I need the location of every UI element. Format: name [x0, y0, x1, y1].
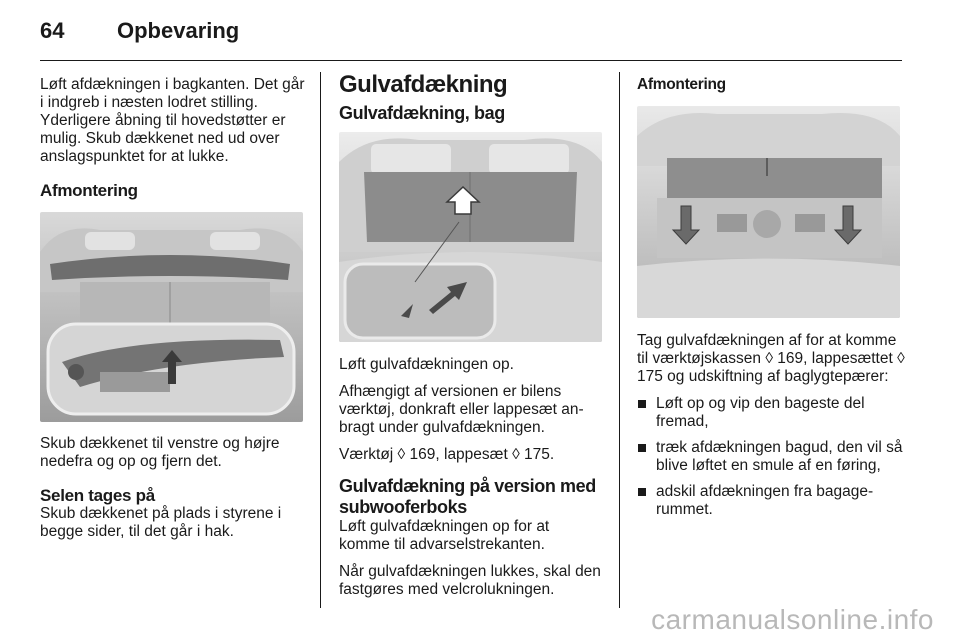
column-divider — [619, 72, 620, 608]
section-heading-subwoofer: Gulvafdækning på version med subwooferboks — [339, 476, 596, 517]
intro-paragraph: Løft afdækningen i bagkanten. Det går i indgreb i næsten lodret stilling. Yderligere åbning til hovedstøtter er mulig. Skub dækkenet ned ud over anslagspunktet for at lukke. — [40, 76, 305, 165]
paragraph-references: Værktøj ◊ 169, lappesæt ◊ 175. — [339, 446, 555, 463]
paragraph-version: Afhængigt af versionen er bilens værktøj, donkraft eller lappesæt anbragt under gulvafdækningen. — [339, 383, 584, 436]
paragraph-lift: Løft gulvafdækningen op. — [339, 356, 514, 373]
list-item: adskil afdækningen fra bagagerummet. — [637, 483, 905, 519]
page-number: 64 — [40, 18, 65, 43]
header-rule — [40, 60, 902, 61]
column-left — [40, 76, 305, 550]
section-heading-remove: Afmontering — [40, 181, 138, 200]
list-item: træk afdækningen bagud, den vil så blive løftet en smule af en føring, — [637, 439, 905, 475]
section-heading-remove-floor: Afmontering — [637, 76, 726, 93]
section-heading-belt: Selen tages på — [40, 486, 155, 505]
column-divider — [320, 72, 321, 608]
belt-paragraph: Skub dækkenet på plads i styrene i begge sider, til det går i hak. — [40, 505, 282, 540]
section-title: Gulvafdækning — [339, 71, 508, 98]
column-right — [637, 76, 905, 527]
paragraph-triangle: Løft gulvafdækningen op for at komme til advarselstrekanten. — [339, 518, 550, 553]
list-item: Løft op og vip den bageste del fremad, — [637, 395, 905, 431]
floor-removal-illustration — [637, 106, 900, 318]
paragraph-velcro: Når gulvafdækningen lukkes, skal den fastgøres med velcrolukningen. — [339, 563, 601, 598]
floor-cover-illustration — [339, 132, 602, 342]
removal-caption: Skub dækkenet til venstre og højre nedefra og op og fjern det. — [40, 435, 280, 470]
cover-removal-illustration — [40, 212, 303, 422]
paragraph-remove-floor: Tag gulvafdækningen af for at komme til værktøjskassen ◊ 169, lappesættet ◊ 175 og udskiftning af baglygtepærer: — [637, 332, 905, 385]
watermark: carmanualsonline.info — [651, 604, 934, 635]
column-middle — [339, 71, 604, 608]
page-title: Opbevaring — [117, 18, 240, 43]
section-subtitle: Gulvafdækning, bag — [339, 103, 505, 123]
instruction-list — [637, 395, 905, 519]
